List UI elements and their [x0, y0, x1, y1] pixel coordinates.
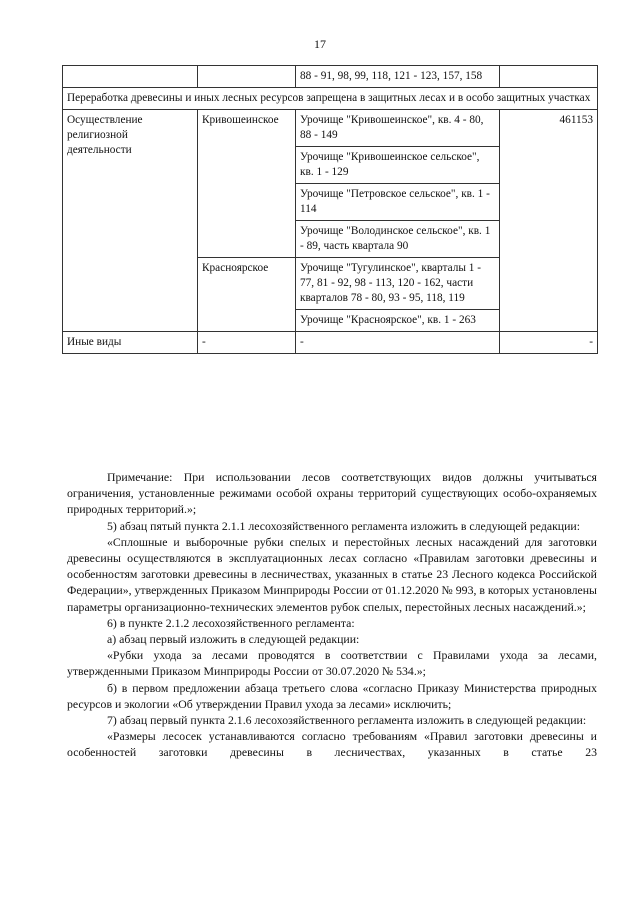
use-type-cell: Иные виды: [63, 332, 198, 354]
paragraph: «Сплошные и выборочные рубки спелых и перестойных лесных насаждений для заготовки древесины осуществляются в эксплуатационных лесах согласно «Правилам заготовки древесины и особенностям заготовки древесины в лесничествах, указанных в статье 23 Лесного кодекса Российской Федерации», утвержденных Приказом Минприроды России от 01.12.2020 № 993, в которых установлены параметры организационно-технических элементов рубок спелых, перестойных лесных насаждений.»;: [67, 534, 597, 614]
paragraph: б) в первом предложении абзаца третьего слова «согласно Приказу Министерства природных ресурсов и экологии «Об утверждении Правил ухода за лесами» исключить;: [67, 680, 597, 711]
tract-cell: Урочище "Тугулинское", кварталы 1 - 77, 81 - 92, 98 - 113, 120 - 162, части кварталов 78 - 80, 93 - 95, 118, 119: [296, 258, 500, 310]
area-cell: 461153: [500, 110, 598, 332]
prohibition-note: Переработка древесины и иных лесных ресурсов запрещена в защитных лесах и в особо защитных участках: [63, 88, 598, 110]
table-row: [63, 332, 598, 354]
dash-cell: -: [296, 332, 500, 354]
tract-cell: 88 - 91, 98, 99, 118, 121 - 123, 157, 158: [296, 66, 500, 88]
forest-use-table: [62, 65, 598, 354]
tract-cell: Урочище "Кривошеинское сельское", кв. 1 - 129: [296, 147, 500, 184]
paragraph: 5) абзац пятый пункта 2.1.1 лесохозяйственного регламента изложить в следующей редакции:: [107, 518, 581, 533]
table-row: [63, 66, 598, 88]
paragraph: а) абзац первый изложить в следующей редакции:: [107, 632, 360, 647]
paragraph: «Размеры лесосек устанавливаются согласно требованиям «Правил заготовки древесины и особенностей заготовки древесины в лесничествах, указанных в статье 23: [67, 729, 597, 760]
dash-cell: -: [198, 332, 296, 354]
tract-cell: Урочище "Кривошеинское", кв. 4 - 80, 88 - 149: [296, 110, 500, 147]
tract-cell: Урочище "Петровское сельское", кв. 1 - 114: [296, 184, 500, 221]
table-row: [63, 110, 598, 147]
table-row: [63, 88, 598, 110]
tract-cell: Урочище "Володинское сельское", кв. 1 - 89, часть квартала 90: [296, 221, 500, 258]
paragraph: 6) в пункте 2.1.2 лесохозяйственного регламента:: [107, 615, 355, 630]
use-type-cell: Осуществление религиозной деятельности: [63, 110, 198, 332]
tract-cell: Урочище "Красноярское", кв. 1 - 263: [296, 310, 500, 332]
document-body: [67, 469, 597, 761]
paragraph: 7) абзац первый пункта 2.1.6 лесохозяйственного регламента изложить в следующей редакции:: [107, 713, 587, 728]
forestry-cell: Кривошеинское: [198, 110, 296, 258]
paragraph: Примечание: При использовании лесов соответствующих видов должны учитываться ограничения, установленные режимами особой охраны территорий существующих особо-охраняемых природных территорий.»;: [67, 470, 597, 517]
paragraph: «Рубки ухода за лесами проводятся в соответствии с Правилами ухода за лесами, утвержденными Приказом Минприроды России от 30.07.2020 № 534.»;: [67, 648, 597, 679]
page-number: 17: [314, 37, 326, 51]
dash-cell: -: [500, 332, 598, 354]
forestry-cell: Красноярское: [198, 258, 296, 332]
